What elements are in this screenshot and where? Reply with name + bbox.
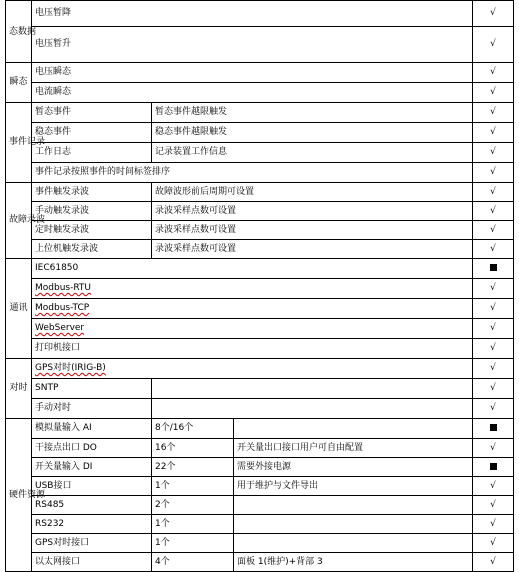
check-mark-icon: √ [473, 221, 514, 240]
check-mark-icon: √ [473, 240, 514, 259]
item-name: RS485 [32, 496, 152, 515]
check-mark-icon: √ [473, 515, 514, 534]
item-desc: 录波采样点数可设置 [152, 221, 473, 240]
item-name: GPS对时(IRIG-B) [35, 363, 106, 373]
check-mark-icon: √ [473, 299, 514, 319]
table-row [6, 123, 514, 143]
check-mark-icon: √ [473, 183, 514, 202]
table-row [6, 83, 514, 103]
item-qty: 2个 [152, 496, 234, 515]
table-row [6, 379, 514, 399]
table-row [6, 339, 514, 359]
item-qty: 1个 [152, 515, 234, 534]
check-mark-icon: √ [473, 83, 514, 103]
item-name: GPS对时接口 [32, 534, 152, 553]
item-qty: 1个 [152, 477, 234, 496]
table-row [6, 439, 514, 458]
table-row [6, 299, 514, 319]
item-name: 工作日志 [32, 143, 152, 163]
item-name: WebServer [35, 323, 85, 333]
item-desc: 暂态事件越限触发 [152, 103, 473, 123]
check-mark-icon: √ [473, 143, 514, 163]
item-name: 打印机接口 [32, 339, 473, 359]
item-name: 电压暂降 [32, 1, 473, 27]
table-row [6, 458, 514, 477]
table-row [6, 477, 514, 496]
item-desc: 故障波形前后周期可设置 [152, 183, 473, 202]
item-name: 电压暂升 [32, 27, 473, 63]
item-name: Modbus-RTU [35, 283, 92, 293]
table-row [6, 534, 514, 553]
table-row [6, 221, 514, 240]
check-mark-icon: √ [473, 553, 514, 572]
table-row [6, 103, 514, 123]
table-row [6, 319, 514, 339]
item-name: 手动对时 [32, 399, 152, 419]
item-desc: 录波采样点数可设置 [152, 202, 473, 221]
check-mark-icon: √ [473, 279, 514, 299]
item-name: 定时触发录波 [32, 221, 152, 240]
item-desc [234, 515, 473, 534]
check-mark-icon: √ [473, 103, 514, 123]
table-row [6, 63, 514, 83]
item-desc [234, 534, 473, 553]
table-row [6, 359, 514, 379]
category-cell: 态数据 [6, 1, 32, 63]
table-row [6, 163, 514, 183]
table-row [6, 259, 514, 279]
item-desc [234, 419, 473, 439]
item-qty: 16个 [152, 439, 234, 458]
item-name: 以太网接口 [32, 553, 152, 572]
item-desc: 开关量出口接口用户可自由配置 [234, 439, 473, 458]
item-name: 手动触发录波 [32, 202, 152, 221]
empty-cell [152, 399, 473, 419]
item-qty: 1个 [152, 534, 234, 553]
item-desc: 需要外接电源 [234, 458, 473, 477]
item-desc: 记录装置工作信息 [152, 143, 473, 163]
item-qty: 8个/16个 [152, 419, 234, 439]
table-row [6, 553, 514, 572]
category-cell: 通讯 [6, 259, 32, 359]
check-mark-icon: √ [473, 163, 514, 183]
square-filled-icon [473, 458, 514, 477]
category-cell: 硬件资源 [6, 419, 32, 572]
item-name: USB接口 [32, 477, 152, 496]
item-desc: 录波采样点数可设置 [152, 240, 473, 259]
item-name: RS232 [32, 515, 152, 534]
category-cell: 对时 [6, 359, 32, 419]
check-mark-icon: √ [473, 319, 514, 339]
check-mark-icon: √ [473, 63, 514, 83]
table-row [6, 202, 514, 221]
item-name: 暂态事件 [32, 103, 152, 123]
item-name: 电压瞬态 [32, 63, 473, 83]
check-mark-icon: √ [473, 359, 514, 379]
category-cell: 瞬态 [6, 63, 32, 103]
item-name: 上位机触发录波 [32, 240, 152, 259]
item-name: Modbus-TCP [35, 303, 90, 313]
item-name: SNTP [32, 379, 152, 399]
category-cell: 事件记录 [6, 103, 32, 183]
function-spec-table [5, 0, 514, 572]
item-desc [234, 496, 473, 515]
check-mark-icon: √ [473, 534, 514, 553]
table-row [6, 515, 514, 534]
check-mark-icon: √ [473, 496, 514, 515]
check-mark-icon: √ [473, 202, 514, 221]
check-mark-icon: √ [473, 439, 514, 458]
item-desc: 用于维护与文件导出 [234, 477, 473, 496]
empty-cell [152, 379, 473, 399]
table-row [6, 399, 514, 419]
item-name: 稳态事件 [32, 123, 152, 143]
table-row [6, 496, 514, 515]
item-qty: 22个 [152, 458, 234, 477]
check-mark-icon: √ [473, 339, 514, 359]
item-name: 电流瞬态 [32, 83, 473, 103]
table-row [6, 183, 514, 202]
check-mark-icon: √ [473, 379, 514, 399]
table-row [6, 240, 514, 259]
item-name: IEC61850 [32, 259, 473, 279]
item-name: 事件触发录波 [32, 183, 152, 202]
item-name: 干接点出口 DO [32, 439, 152, 458]
table-row [6, 419, 514, 439]
check-mark-icon: √ [473, 27, 514, 63]
category-cell: 故障录波 [6, 183, 32, 259]
item-desc: 面板 1(维护)+背部 3 [234, 553, 473, 572]
item-qty: 4个 [152, 553, 234, 572]
check-mark-icon: √ [473, 1, 514, 27]
item-desc: 稳态事件越限触发 [152, 123, 473, 143]
item-name: 模拟量输入 AI [32, 419, 152, 439]
table-row [6, 279, 514, 299]
check-mark-icon: √ [473, 477, 514, 496]
square-filled-icon [473, 419, 514, 439]
square-filled-icon [473, 259, 514, 279]
table-row [6, 27, 514, 63]
item-name: 事件记录按照事件的时间标签排序 [32, 163, 473, 183]
table-row [6, 143, 514, 163]
table-row [6, 1, 514, 27]
item-name: 开关量输入 DI [32, 458, 152, 477]
check-mark-icon: √ [473, 399, 514, 419]
check-mark-icon: √ [473, 123, 514, 143]
